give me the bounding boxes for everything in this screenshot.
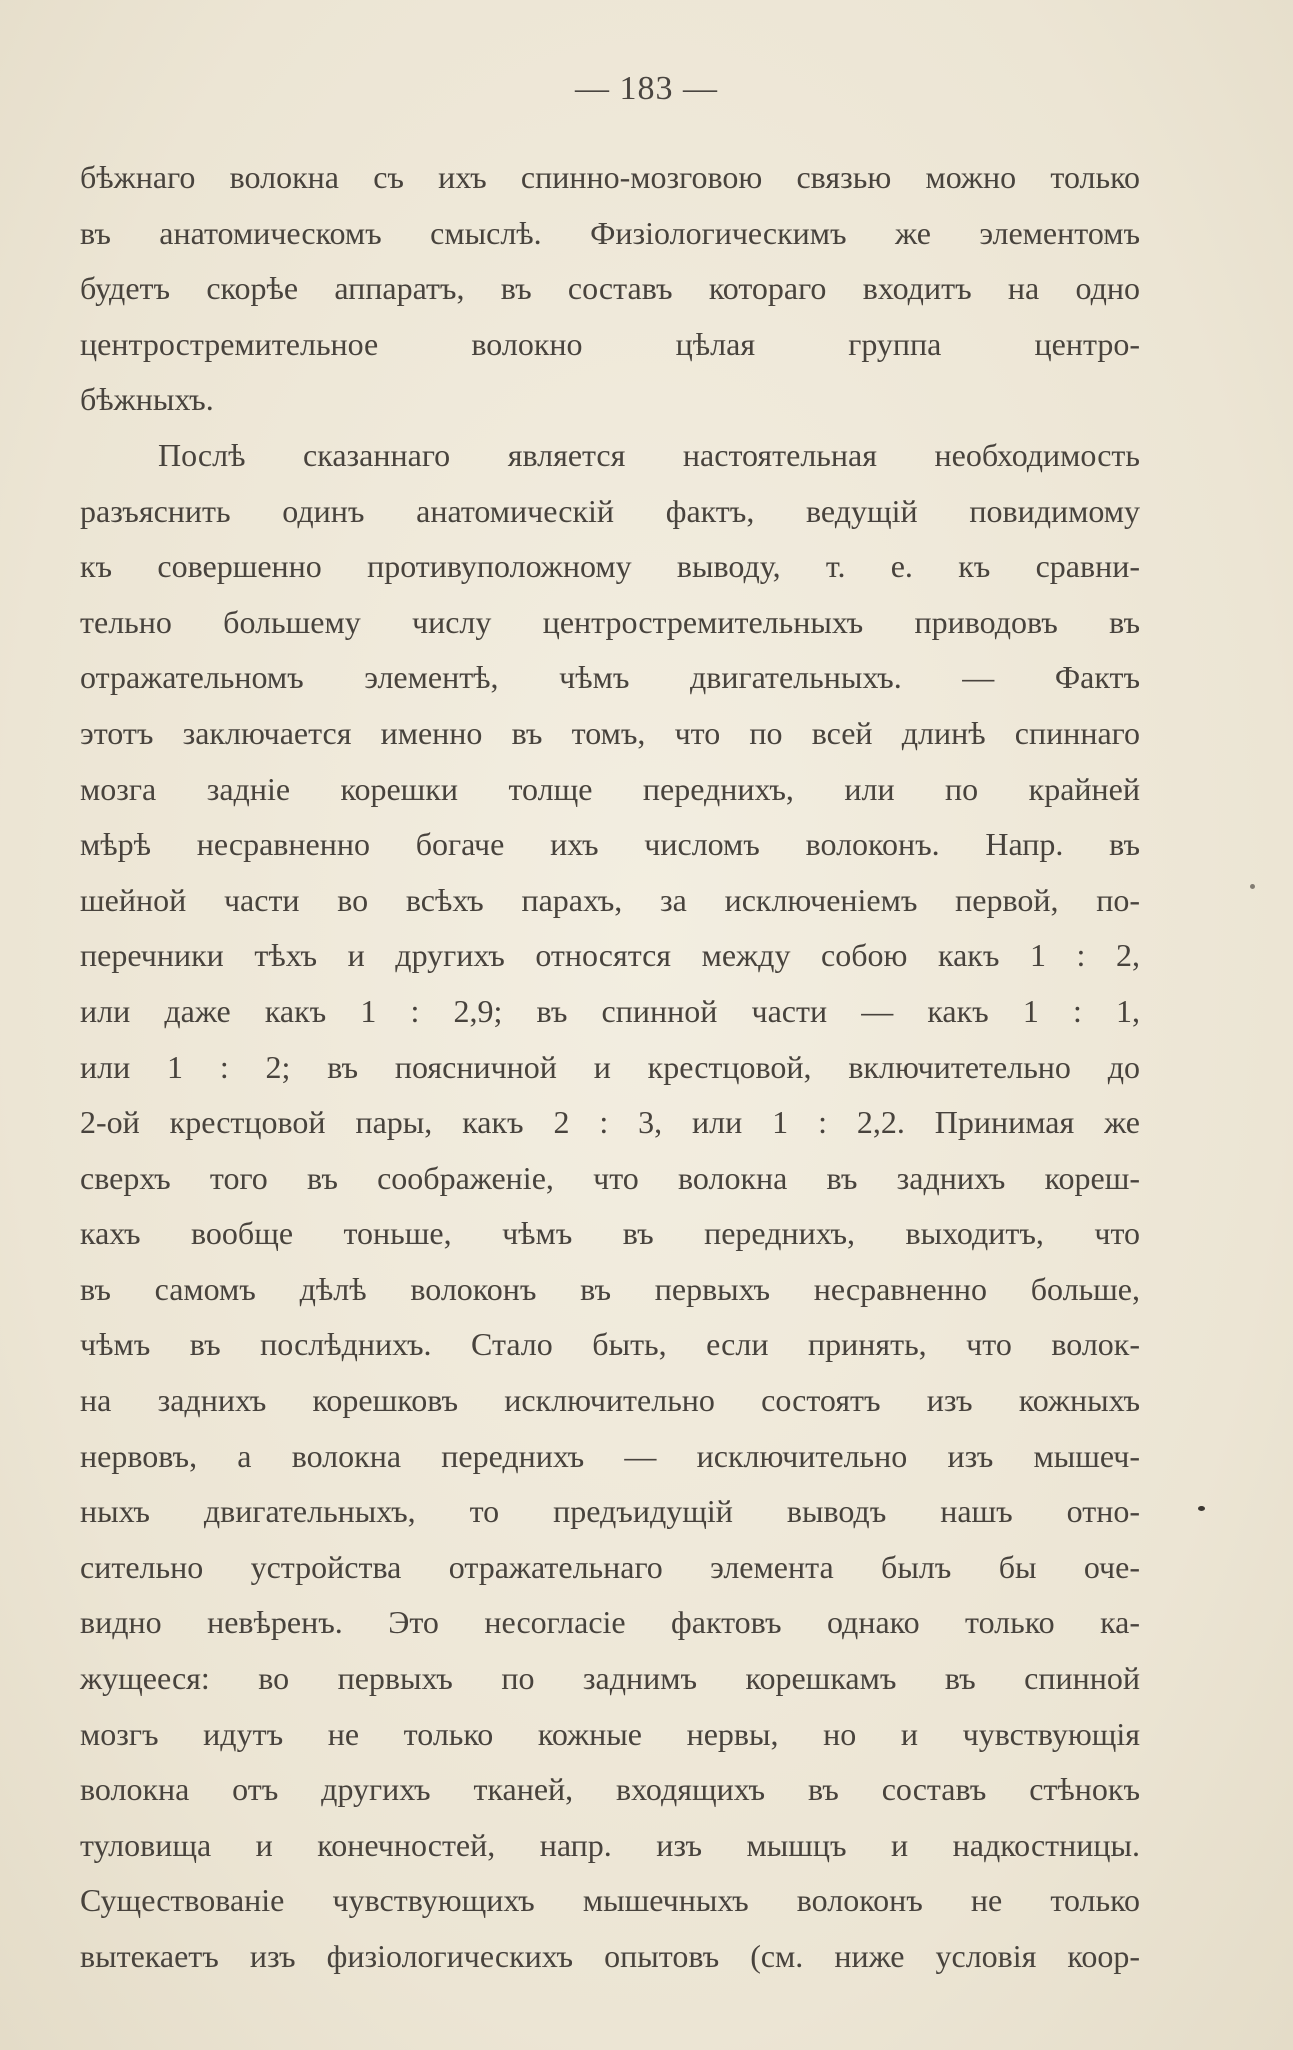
- text-line: 2-ой крестцовой пары, какъ 2 : 3, или 1 : 2,2. Принимая же: [80, 1104, 1140, 1141]
- text-line: отражательномъ элементѣ, чѣмъ двигательныхъ. — Фактъ: [80, 659, 1140, 696]
- text-line: будетъ скорѣе аппаратъ, въ составъ котораго входитъ на одно: [80, 270, 1140, 307]
- ink-blot: [1250, 884, 1255, 889]
- text-line: кахъ вообще тоньше, чѣмъ въ переднихъ, выходитъ, что: [80, 1215, 1140, 1252]
- text-line: ныхъ двигательныхъ, то предъидущій выводъ нашъ отно-: [80, 1493, 1140, 1530]
- text-line: на заднихъ корешковъ исключительно состоятъ изъ кожныхъ: [80, 1382, 1140, 1419]
- text-line: сительно устройства отражательнаго элемента былъ бы оче-: [80, 1548, 1140, 1585]
- text-line: Послѣ сказаннаго является настоятельная необходимость: [158, 436, 1140, 473]
- ink-blot: [1198, 1506, 1205, 1511]
- body-text: [80, 150, 1140, 1985]
- text-line: сверхъ того въ соображеніе, что волокна въ заднихъ кореш-: [80, 1159, 1140, 1196]
- text-line: или даже какъ 1 : 2,9; въ спинной части — какъ 1 : 1,: [80, 992, 1140, 1029]
- text-line: къ совершенно противуположному выводу, т. е. къ сравни-: [80, 548, 1140, 585]
- text-line: бѣжныхъ.: [80, 381, 214, 418]
- text-line: волокна отъ другихъ тканей, входящихъ въ составъ стѣнокъ: [80, 1771, 1140, 1808]
- text-line: или 1 : 2; въ поясничной и крестцовой, включитетельно до: [80, 1048, 1140, 1085]
- text-line: въ анатомическомъ смыслѣ. Физіологическимъ же элементомъ: [80, 214, 1140, 251]
- text-line: жущееся: во первыхъ по заднимъ корешкамъ въ спинной: [80, 1660, 1140, 1697]
- text-line: бѣжнаго волокна съ ихъ спинно-мозговою связью можно только: [80, 159, 1140, 195]
- text-line: разъяснить одинъ анатомическій фактъ, ведущій повидимому: [80, 492, 1140, 529]
- page-number: — 183 —: [575, 70, 718, 107]
- text-line: центростремительное волокно цѣлая группа центро-: [80, 325, 1140, 362]
- text-line: чѣмъ въ послѣднихъ. Стало быть, если принять, что волок-: [80, 1326, 1140, 1363]
- text-line: перечники тѣхъ и другихъ относятся между собою какъ 1 : 2,: [80, 937, 1140, 974]
- text-line: мозга задніе корешки толще переднихъ, или по крайней: [80, 770, 1140, 807]
- text-line: шейной части во всѣхъ парахъ, за исключеніемъ первой, по-: [80, 881, 1140, 918]
- text-line: тельно большему числу центростремительныхъ приводовъ въ: [80, 603, 1140, 640]
- text-line: мѣрѣ несравненно богаче ихъ числомъ волоконъ. Напр. въ: [80, 826, 1140, 863]
- text-line: мозгъ идутъ не только кожные нервы, но и чувствующія: [80, 1715, 1140, 1752]
- text-line: туловища и конечностей, напр. изъ мышцъ и надкостницы.: [80, 1826, 1140, 1863]
- text-line: видно невѣренъ. Это несогласіе фактовъ однако только ка-: [80, 1604, 1140, 1641]
- text-line: нервовъ, а волокна переднихъ — исключительно изъ мышеч-: [80, 1437, 1140, 1474]
- text-line: этотъ заключается именно въ томъ, что по всей длинѣ спиннаго: [80, 714, 1140, 751]
- text-line: вытекаетъ изъ физіологическихъ опытовъ (см. ниже условія коор-: [80, 1938, 1140, 1974]
- text-line: Существованіе чувствующихъ мышечныхъ волоконъ не только: [80, 1882, 1140, 1919]
- text-line: въ самомъ дѣлѣ волоконъ въ первыхъ несравненно больше,: [80, 1270, 1140, 1307]
